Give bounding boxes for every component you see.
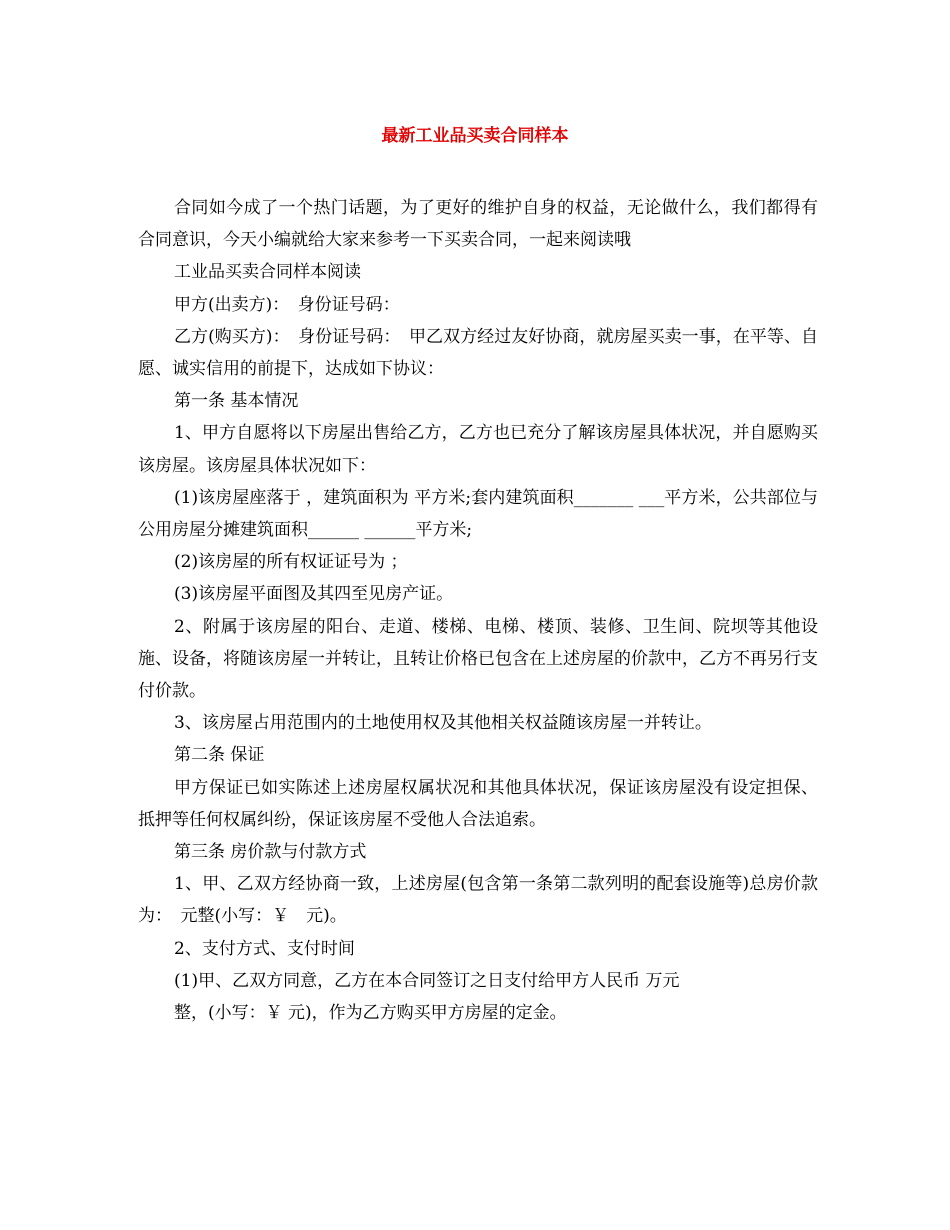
paragraph-article-1-sub-3: (3)该房屋平面图及其四至见房产证。	[174, 584, 454, 605]
paragraph-subtitle: 工业品买卖合同样本阅读	[174, 262, 361, 283]
document-title: 最新工业品买卖合同样本	[381, 126, 569, 146]
paragraph-article-1-item-2: 2、附属于该房屋的阳台、走道、楼梯、电梯、楼顶、装修、卫生间、院坝等其他设施、设备，将随该房屋一并转让，且转让价格已包含在上述房屋的价款中，乙方不再另行支付价款。	[138, 616, 818, 702]
paragraph-article-3-sub-1: (1)甲、乙双方同意，乙方在本合同签订之日支付给甲方人民币 万元	[174, 970, 680, 991]
heading-article-2: 第二条 保证	[174, 745, 265, 766]
paragraph-party-a: 甲方(出卖方)： 身份证号码：	[174, 294, 400, 315]
document-body	[138, 192, 818, 1029]
paragraph-party-b: 乙方(购买方)： 身份证号码： 甲乙双方经过友好协商，就房屋买卖一事，在平等、自愿、诚实信用的前提下，达成如下协议：	[138, 326, 818, 380]
paragraph-article-3-item-1: 1、甲、乙双方经协商一致，上述房屋(包含第一条第二款列明的配套设施等)总房价款为： 元整(小写：￥ 元)。	[138, 874, 818, 927]
paragraph-article-1-sub-2: (2)该房屋的所有权证证号为 ；	[174, 552, 408, 573]
paragraph-article-1-item-3: 3、该房屋占用范围内的土地使用权及其他相关权益随该房屋一并转让。	[174, 713, 712, 734]
heading-article-1: 第一条 基本情况	[174, 391, 299, 412]
paragraph-article-2: 甲方保证已如实陈述上述房屋权属状况和其他具体状况，保证该房屋没有设定担保、抵押等任何权属纠纷，保证该房屋不受他人合法追索。	[138, 777, 818, 830]
paragraph-article-1-item-1: 1、甲方自愿将以下房屋出售给乙方，乙方也已充分了解该房屋具体状况，并自愿购买该房屋。该房屋具体状况如下：	[138, 423, 818, 476]
paragraph-article-1-sub-1: (1)该房屋座落于 ，建筑面积为 平方米;套内建筑面积_______ ___平方米，公共部位与公用房屋分摊建筑面积______ ______平方米;	[138, 487, 818, 541]
paragraph-article-3-sub-1-cont: 整，(小写：￥ 元)，作为乙方购买甲方房屋的定金。	[174, 1003, 567, 1024]
paragraph-article-3-item-2: 2、支付方式、支付时间	[174, 938, 355, 959]
heading-article-3: 第三条 房价款与付款方式	[174, 842, 367, 863]
paragraph-intro: 合同如今成了一个热门话题，为了更好的维护自身的权益，无论做什么，我们都得有合同意识，今天小编就给大家来参考一下买卖合同，一起来阅读哦	[138, 198, 818, 251]
